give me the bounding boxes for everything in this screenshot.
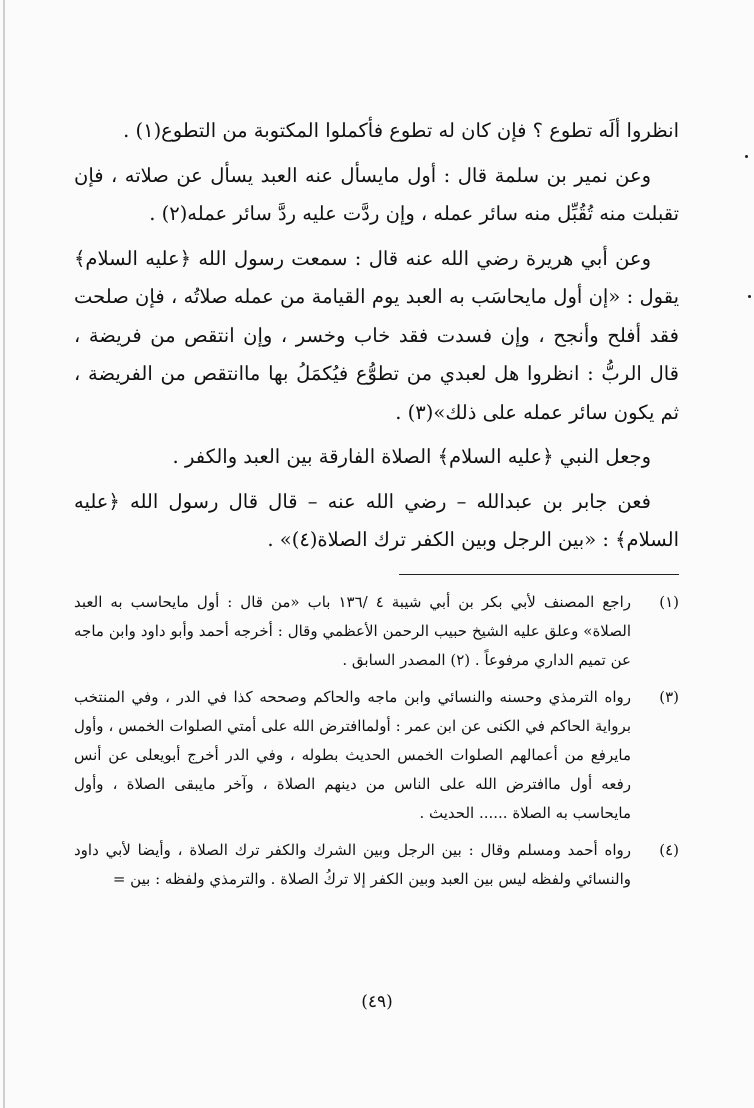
body-paragraph: وعن نمير بن سلمة قال : أول مايسأل عنه العبد يسأل عن صلاته ، فإن تقبلت منه تُقُبِّل منه سائر عمله ، وإن ردَّت عليه ردَّ سائر عمله(٢) . <box>74 163 679 225</box>
footnote-separator <box>399 574 679 575</box>
margin-speck <box>745 155 748 158</box>
body-paragraph: وجعل النبي ﴿عليه السلام﴾ الصلاة الفارقة بين العبد والكفر . <box>172 445 651 468</box>
page-number: (٤٩) <box>361 992 393 1012</box>
scan-edge-mark <box>3 0 5 1108</box>
margin-speck <box>748 295 751 298</box>
body-paragraph: فعن جابر بن عبدالله – رضي الله عنه – قال قال رسول الله ﴿عليه السلام﴾ : «بين الرجل وبين الكفر ترك الصلاة(٤)» . <box>74 489 679 551</box>
footnote <box>74 588 679 675</box>
footnote-marker: (٣) <box>659 688 679 706</box>
footnote <box>74 836 679 894</box>
footnote-marker: (٤) <box>659 841 679 859</box>
main-text <box>74 112 679 566</box>
footnote-text: رواه أحمد ومسلم وقال : بين الرجل وبين الشرك والكفر ترك الصلاة ، وأيضا لأبي داود والنسائي ولفظه ليس بين العبد وبين الكفر إلا تركُ الصلاة . والترمذي ولفظه : بين = <box>74 841 631 888</box>
footnote-text: راجع المصنف لأبي بكر بن أبي شيبة ٤ /١٣٦ باب «من قال : أول مايحاسب به العبد الصلاة» وعلق عليه الشيخ حبيب الرحمن الأعظمي وقال : أخرجه أحمد وأبو داود وابن ماجه عن تميم الداري مرفوعاً . (٢) المصدر السابق . <box>74 593 631 669</box>
footnote <box>74 683 679 828</box>
footnote-text: رواه الترمذي وحسنه والنسائي وابن ماجه والحاكم وصححه كذا في الدر ، وفي المنتخب برواية الحاكم في الكنى عن ابن عمر : أولماافترض الله على أمتي الصلوات الخمس ، وأول مايرفع من أعمالهم الصلوات الخمس الحديث بطوله ، وفي الدر أخرج أبويعلى عن أنس رفعه أول ماافترض الله على الناس من دينهم الصلاة ، وآخر مايبقى الصلاة ، وأول مايحاسب به الصلاة ...... الحديث . <box>74 688 631 822</box>
footnotes <box>74 588 679 902</box>
body-paragraph: وعن أبي هريرة رضي الله عنه قال : سمعت رسول الله ﴿عليه السلام﴾ يقول : «إن أول مايحاسَب به العبد يوم القيامة من عمله صلاتُه ، فإن صلحت فقد أفلح وأنجح ، وإن فسدت فقد خاب وخسر ، وإن انتقص من فريضة ، قال الربُّ : انظروا هل لعبدي من تطوُّع فيُكمَلُ بها ماانتقص من الفريضة ، ثم يكون سائر عمله على ذلك»(٣) . <box>74 246 679 424</box>
body-paragraph: انظروا ألَه تطوع ؟ فإن كان له تطوع فأكملوا المكتوبة من التطوع(١) . <box>123 119 679 142</box>
footnote-marker: (١) <box>659 593 679 611</box>
